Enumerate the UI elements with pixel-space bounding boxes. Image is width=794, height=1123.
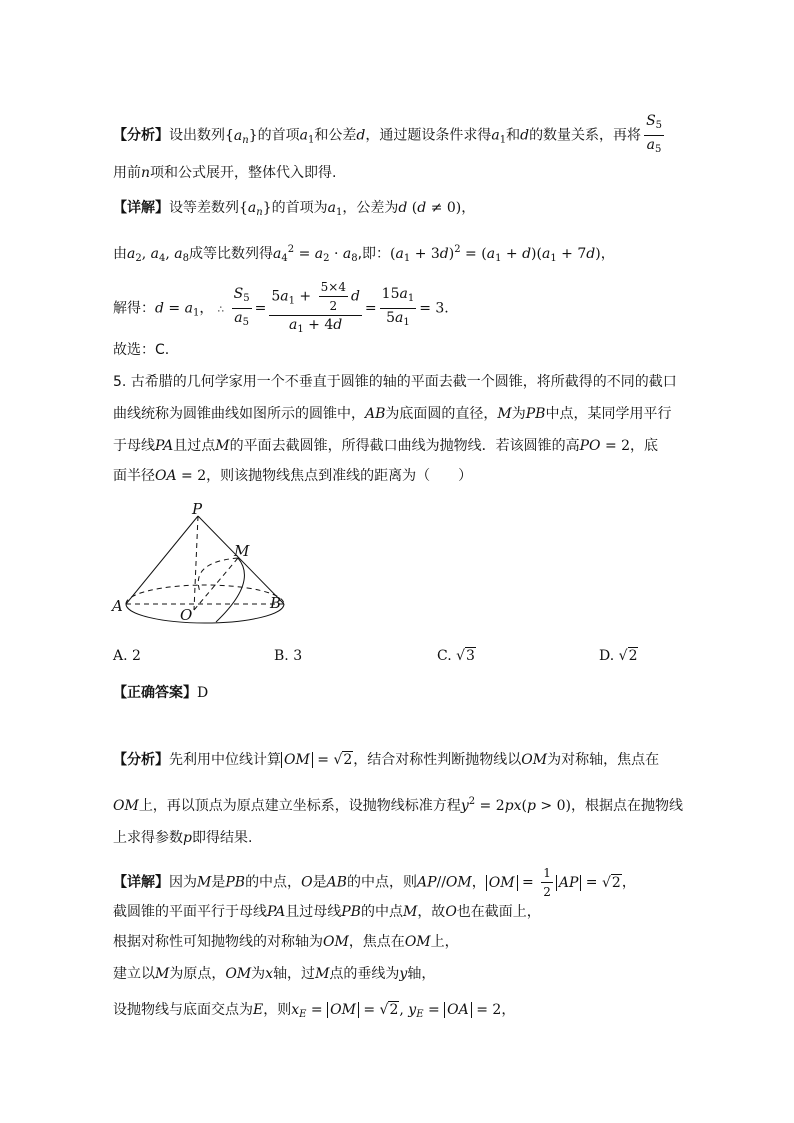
- label-P: P: [192, 500, 203, 518]
- height-PO: [194, 516, 198, 610]
- cone-figure: [110, 500, 300, 630]
- correct-answer: 【正确答案】D: [113, 685, 209, 701]
- option-d[interactable]: D. √2: [599, 648, 638, 664]
- detail2-line-2: 截圆锥的平面平行于母线PA且过母线PB的中点M，故O也在截面上，: [113, 904, 541, 920]
- segment-OM: [194, 558, 238, 610]
- detail-line-1: 【详解】设等差数列$\{a_n\}$的首项为$a_1$，公差为d (d ≠ 0)，: [113, 200, 476, 218]
- analysis-line-2: 用前n项和公式展开，整体代入即得.: [113, 165, 337, 181]
- detail-line-3: 解得：$d = a_1$， ∴ $\frac{S_5}{a_5}$ = $5a_1$ + $\frac{5\times 4}{2}$ d $a_1 + 4d$ = $\frac{15a_1}{5a_1}$ = 3.: [113, 280, 449, 335]
- detail-tag: 【详解】: [113, 200, 169, 216]
- parabola-hidden: [198, 558, 238, 592]
- detail2-line-4: 建立以M为原点，OM为x轴，过M点的垂线为y轴，: [113, 966, 436, 982]
- label-B: B: [270, 594, 282, 612]
- label-A: A: [112, 597, 123, 615]
- analysis2-line-1: 【分析】先利用中位线计算 OM = √2，结合对称性判断抛物线以OM为对称轴，焦点在: [113, 752, 660, 768]
- detail-line-4: 故选：C.: [113, 342, 170, 358]
- analysis2-line-2: OM上，再以顶点为原点建立坐标系，设抛物线标准方程$y^2 = 2px(p > 0)$，根据点在抛物线: [113, 796, 683, 814]
- option-c[interactable]: C. √3: [437, 648, 475, 664]
- analysis2-line-3: 上求得参数p即得结果.: [113, 830, 253, 846]
- detail2-line-1: 【详解】因为M是PB的中点，O是AB的中点，则AP//OM， OM = $\frac{1}{2}$ AP = √2，: [113, 866, 636, 899]
- detail2-line-5: 设抛物线与底面交点为E，则$x_E$ = OM = √2, $y_E$ = OA = 2，: [113, 1002, 516, 1020]
- analysis-line-1: 【分析】设出数列$\{a_n\}$的首项$a_1$和公差d，通过题设条件求得$a_1$和d的数量关系，再将 $\frac{S_5}{a_5}$: [113, 112, 667, 159]
- detail-line-2: 由$a_2$, $a_4$, $a_8$成等比数列得$a_4^2 = a_2 \cdot a_8$,即：$(a_1 + 3d)^2 = (a_1 + d)(a_1 + 7d)$，: [113, 244, 615, 264]
- question-line-1: 5. 古希腊的几何学家用一个不垂直于圆锥的轴的平面去截一个圆锥，将所截得的不同的截口: [113, 374, 677, 390]
- question-line-2: 曲线统称为圆锥曲线如图所示的圆锥中，AB为底面圆的直径，M为PB中点，某同学用平行: [113, 406, 672, 422]
- answer-value: D: [197, 685, 209, 701]
- option-a[interactable]: A. 2: [113, 648, 141, 664]
- edge-PA: [126, 516, 198, 604]
- detail2-line-3: 根据对称性可知抛物线的对称轴为OM，焦点在OM上，: [113, 934, 459, 950]
- analysis-tag: 【分析】: [113, 127, 169, 144]
- label-M: M: [234, 542, 250, 560]
- base-front-arc: [126, 604, 284, 623]
- fraction-s5-a5: $\frac{S_5}{a_5}$: [646, 113, 663, 155]
- label-O: O: [180, 606, 193, 624]
- option-b[interactable]: B. 3: [274, 648, 303, 664]
- base-back-arc: [126, 585, 284, 604]
- question-line-4: 面半径OA = 2，则该抛物线焦点到准线的距离为（ ）: [113, 468, 473, 484]
- question-line-3: 于母线PA且过点M的平面去截圆锥，所得截口曲线为抛物线．若该圆锥的高PO = 2，底: [113, 438, 659, 454]
